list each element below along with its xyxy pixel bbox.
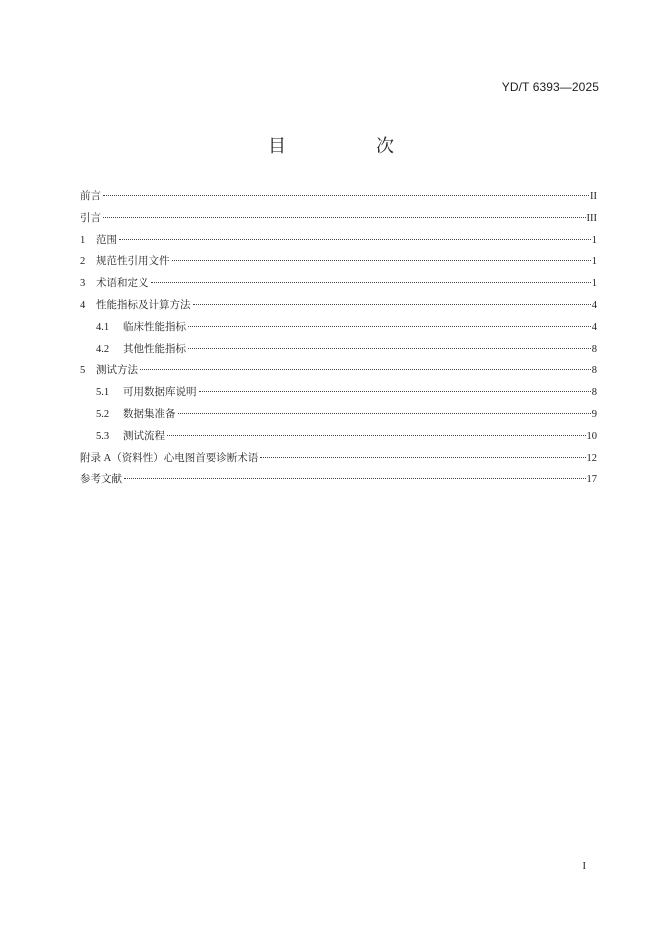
toc-entry-number: 5: [80, 365, 86, 377]
toc-dot-leader: [172, 260, 591, 261]
toc-entry-title: 参考文献: [80, 474, 122, 486]
toc-dot-leader: [151, 282, 591, 283]
toc-dot-leader: [188, 348, 591, 349]
document-code: YD/T 6393—2025: [501, 80, 599, 94]
toc-entry-title: 术语和定义: [96, 278, 149, 290]
toc-entry-title: 规范性引用文件: [96, 256, 170, 268]
toc-entry[interactable]: [80, 384, 597, 406]
toc-entry-title: 性能指标及计算方法: [96, 299, 191, 311]
toc-entry[interactable]: [80, 428, 597, 450]
toc-dot-leader: [188, 326, 591, 327]
toc-entry-number: 5.1: [96, 387, 110, 399]
toc-entry-title: 附录 A（资料性）心电图首要诊断术语: [80, 452, 259, 464]
toc-entry-page: 9: [591, 408, 597, 420]
toc-entry-title: 前言: [80, 191, 101, 202]
toc-title: 目 次: [268, 136, 430, 157]
toc-entry-page: 8: [591, 343, 597, 355]
toc-entry[interactable]: [80, 406, 597, 428]
toc-entry-title: 测试方法: [96, 365, 138, 377]
toc-entry[interactable]: [80, 253, 597, 275]
toc-entry-title: 数据集准备: [123, 408, 176, 420]
toc-entry[interactable]: [80, 232, 597, 254]
toc-dot-leader: [167, 435, 586, 436]
toc-entry[interactable]: [80, 319, 597, 341]
toc-entry-number: 4: [80, 299, 86, 311]
toc-entry-number: 5.3: [96, 430, 110, 442]
toc-dot-leader: [260, 457, 585, 458]
toc-dot-leader: [193, 304, 591, 305]
toc-entry[interactable]: [80, 297, 597, 319]
toc-entry-page: 1: [591, 256, 597, 268]
table-of-contents: [80, 188, 597, 493]
toc-entry-number: 4.2: [96, 343, 110, 355]
toc-dot-leader: [140, 369, 591, 370]
toc-entry-number: 5.2: [96, 408, 110, 420]
toc-entry-number: 3: [80, 278, 86, 290]
toc-entry-page: 1: [591, 278, 597, 290]
toc-entry-page: 8: [591, 387, 597, 399]
toc-entry[interactable]: [80, 362, 597, 384]
toc-entry-title: 范围: [96, 234, 117, 246]
toc-entry[interactable]: [80, 210, 597, 232]
toc-entry-page: 12: [586, 452, 597, 464]
toc-entry-page: 17: [586, 474, 597, 486]
toc-entry-page: III: [586, 212, 597, 224]
toc-entry-title: 其他性能指标: [123, 343, 186, 355]
toc-entry[interactable]: [80, 471, 597, 493]
page-number: I: [582, 861, 586, 872]
toc-entry[interactable]: [80, 275, 597, 297]
toc-entry-title: 临床性能指标: [123, 321, 186, 333]
toc-entry-page: 4: [591, 321, 597, 333]
toc-entry-page: 4: [591, 299, 597, 311]
toc-dot-leader: [124, 478, 586, 479]
toc-entry[interactable]: [80, 188, 597, 210]
toc-dot-leader: [103, 195, 589, 196]
toc-entry-page: II: [590, 191, 597, 202]
toc-entry[interactable]: [80, 341, 597, 363]
toc-entry-title: 测试流程: [123, 430, 165, 442]
toc-dot-leader: [103, 217, 586, 218]
toc-entry-number: 2: [80, 256, 86, 268]
toc-entry-number: 1: [80, 234, 86, 246]
toc-dot-leader: [178, 413, 591, 414]
toc-entry-page: 10: [586, 430, 597, 442]
toc-entry-title: 引言: [80, 212, 101, 224]
toc-dot-leader: [119, 239, 591, 240]
toc-dot-leader: [199, 391, 591, 392]
toc-entry-page: 8: [591, 365, 597, 377]
toc-entry-number: 4.1: [96, 321, 110, 333]
toc-entry-title: 可用数据库说明: [123, 387, 197, 399]
toc-entry[interactable]: [80, 450, 597, 472]
toc-entry-page: 1: [591, 234, 597, 246]
